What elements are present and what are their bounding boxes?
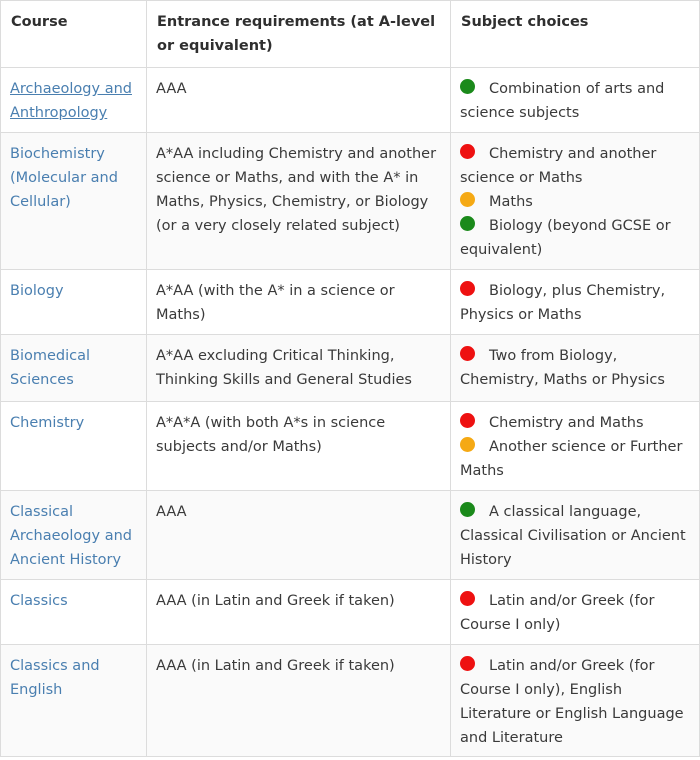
requirements-cell: A*AA (with the A* in a science or Maths): [147, 270, 451, 335]
course-cell: [1, 68, 147, 133]
course-cell: Classical Archaeology and Ancient History: [1, 491, 147, 580]
header-requirements: Entrance requirements (at A-level or equivalent): [147, 1, 451, 68]
choices-cell: [451, 402, 700, 491]
amber-dot-icon: [460, 192, 475, 207]
header-choices: Subject choices: [451, 1, 700, 68]
course-cell: Biochemistry (Molecular and Cellular): [1, 133, 147, 270]
choice-text: Latin and/or Greek (for Course I only): [460, 593, 655, 633]
red-dot-icon: [460, 346, 475, 361]
table-row: [1, 68, 700, 133]
choices-cell: [451, 68, 700, 133]
choice-text: Another science or Further Maths: [460, 439, 683, 479]
choice-text: Combination of arts and science subjects: [460, 81, 665, 121]
requirements-cell: AAA: [147, 68, 451, 133]
green-dot-icon: [460, 502, 475, 517]
header-course: Course: [1, 1, 147, 68]
table-row: [1, 580, 700, 645]
choices-cell: [451, 645, 700, 757]
course-link-archaeology-anthropology[interactable]: Archaeology and Anthropology: [10, 81, 132, 121]
red-dot-icon: [460, 144, 475, 159]
choice-text: Biology (beyond GCSE or equivalent): [460, 218, 671, 258]
choice-text: A classical language, Classical Civilisation or Ancient History: [460, 504, 686, 568]
red-dot-icon: [460, 591, 475, 606]
requirements-cell: AAA (in Latin and Greek if taken): [147, 645, 451, 757]
choice-text: Maths: [489, 194, 533, 210]
course-cell: Chemistry: [1, 402, 147, 491]
subject-choice: [460, 589, 691, 637]
subject-choice: [460, 435, 691, 483]
subject-choice: [460, 214, 691, 262]
requirements-cell: A*AA excluding Critical Thinking, Thinking Skills and General Studies: [147, 335, 451, 402]
subject-choice: [460, 411, 691, 435]
table-row: [1, 133, 700, 270]
requirements-cell: A*A*A (with both A*s in science subjects and/or Maths): [147, 402, 451, 491]
choices-cell: [451, 270, 700, 335]
table-row: [1, 491, 700, 580]
red-dot-icon: [460, 413, 475, 428]
amber-dot-icon: [460, 437, 475, 452]
table-row: [1, 645, 700, 757]
subject-choice: [460, 77, 691, 125]
requirements-cell: AAA (in Latin and Greek if taken): [147, 580, 451, 645]
choices-cell: [451, 133, 700, 270]
subject-choice: [460, 190, 691, 214]
requirements-cell: A*AA including Chemistry and another science or Maths, and with the A* in Maths, Physics, Chemistry, or Biology (or a very closely related subject): [147, 133, 451, 270]
choice-text: Two from Biology, Chemistry, Maths or Physics: [460, 348, 665, 388]
green-dot-icon: [460, 79, 475, 94]
table-row: [1, 335, 700, 402]
choices-cell: [451, 335, 700, 402]
red-dot-icon: [460, 656, 475, 671]
choice-text: Chemistry and another science or Maths: [460, 146, 657, 186]
course-cell: Classics and English: [1, 645, 147, 757]
course-cell: Biology: [1, 270, 147, 335]
green-dot-icon: [460, 216, 475, 231]
header-row: [1, 1, 700, 68]
subject-choice: [460, 654, 691, 750]
red-dot-icon: [460, 281, 475, 296]
table-row: [1, 402, 700, 491]
choices-cell: [451, 491, 700, 580]
choices-cell: [451, 580, 700, 645]
choice-text: Chemistry and Maths: [489, 415, 644, 431]
subject-choice: [460, 142, 691, 190]
subject-choice: [460, 279, 691, 327]
course-cell: Classics: [1, 580, 147, 645]
course-cell: Biomedical Sciences: [1, 335, 147, 402]
requirements-cell: AAA: [147, 491, 451, 580]
table-row: [1, 270, 700, 335]
subject-choice: [460, 344, 691, 392]
subject-choice: [460, 500, 691, 572]
choice-text: Latin and/or Greek (for Course I only), English Literature or English Language and Literature: [460, 658, 684, 746]
choice-text: Biology, plus Chemistry, Physics or Maths: [460, 283, 666, 323]
